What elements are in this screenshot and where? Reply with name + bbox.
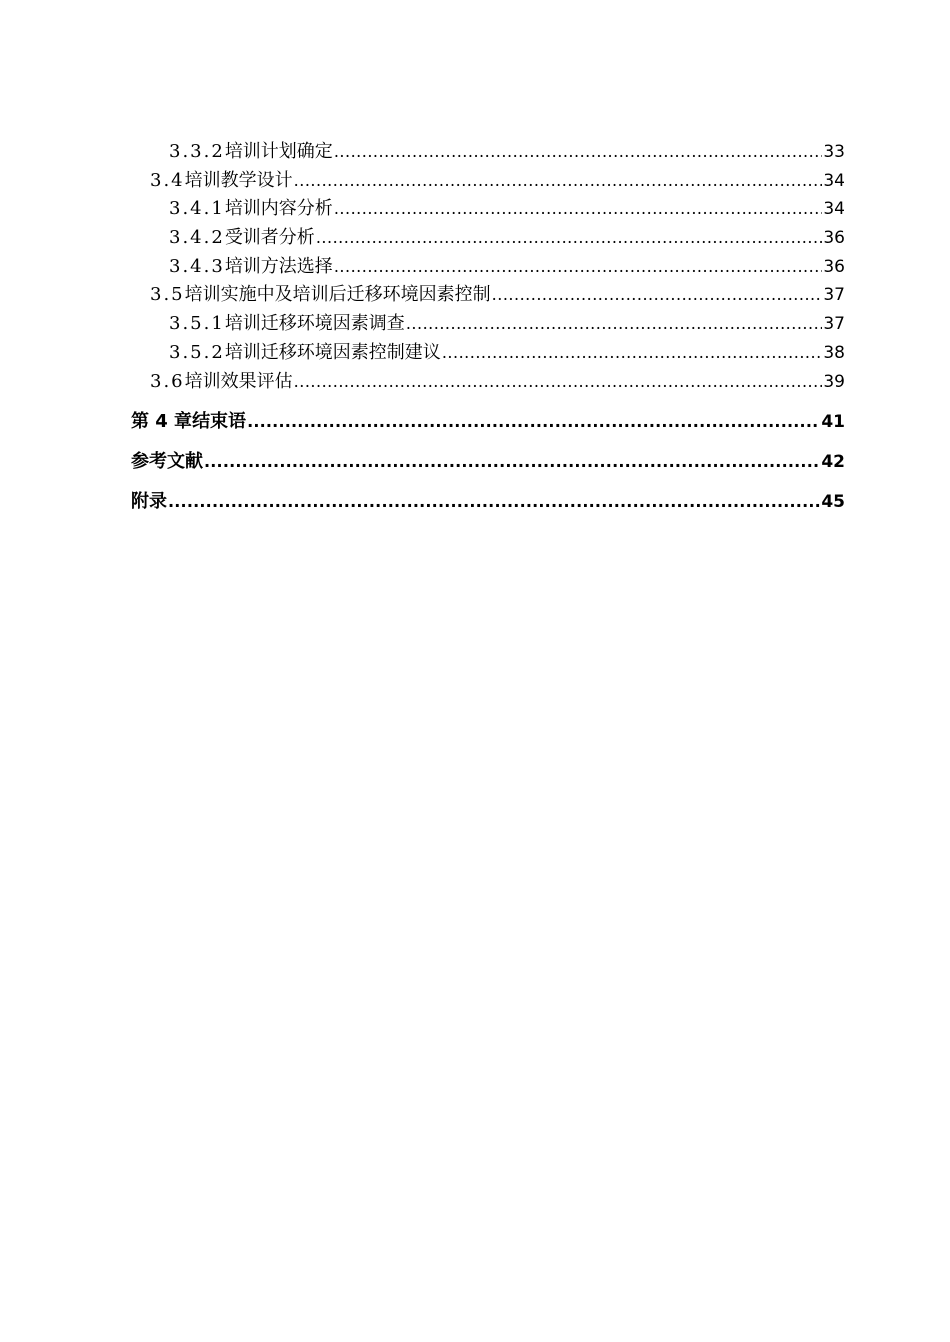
toc-entry-title: 参考文献 [131,451,203,473]
toc-entry-title: 培训实施中及培训后迁移环境因素控制 [184,284,491,306]
toc-entry-3-4-1[interactable] [131,195,845,224]
toc-entry-title: 培训迁移环境因素控制建议 [224,341,441,363]
toc-entry-title: 附录 [131,491,167,513]
toc-dot-leader [492,281,823,310]
toc-entry-number: 3.4.3 [169,255,225,277]
toc-dot-leader [334,253,823,282]
toc-entry-chapter-4[interactable] [131,402,845,442]
toc-entry-appendix[interactable] [131,482,845,522]
toc-entry-title: 培训教学设计 [184,169,293,191]
toc-entry-page: 41 [821,412,845,433]
toc-entry-title: 培训计划确定 [224,141,333,162]
toc-entry-references[interactable] [131,442,845,482]
toc-entry-3-6[interactable] [131,368,845,397]
toc-entry-page: 33 [823,142,845,162]
toc-dot-leader [334,138,823,167]
toc-entry-number: 3.5.2 [169,341,225,363]
toc-dot-leader [168,482,820,522]
toc-entry-number: 3.4.1 [169,198,225,220]
toc-entry-3-5[interactable] [131,281,845,310]
toc-entry-page: 34 [823,199,845,220]
toc-entry-page: 42 [821,452,845,473]
toc-entry-3-4-3[interactable] [131,253,845,282]
toc-entry-number: 3.5 [150,284,185,306]
toc-entry-title: 受训者分析 [224,227,315,249]
toc-entry-3-4[interactable] [131,167,845,196]
toc-entry-title: 培训迁移环境因素调查 [224,313,405,335]
toc-entry-title: 培训效果评估 [184,370,293,392]
toc-dot-leader [294,368,823,397]
toc-entry-number: 第 4 章 [131,411,193,433]
toc-dot-leader [442,339,823,368]
toc-entry-page: 39 [823,371,845,392]
toc-dot-leader [406,310,823,339]
toc-entry-3-5-2[interactable] [131,339,845,368]
toc-entry-title: 培训内容分析 [224,198,333,220]
toc-dot-leader [247,402,820,442]
toc-dot-leader [294,167,823,196]
toc-entry-page: 36 [823,256,845,277]
toc-entry-3-5-1[interactable] [131,310,845,339]
toc-entry-number: 3.4 [150,169,185,191]
toc-entry-number: 3.6 [150,370,185,392]
toc-entry-number: 3.4.2 [169,227,225,249]
table-of-contents [131,138,845,522]
toc-dot-leader [316,224,823,253]
toc-entry-number: 3.5.1 [169,313,225,335]
toc-entry-page: 37 [823,285,845,306]
toc-entry-3-3-2[interactable] [131,138,845,167]
toc-entry-page: 45 [821,492,845,513]
toc-entry-title: 培训方法选择 [224,255,333,277]
toc-dot-leader [204,442,820,482]
toc-entry-title: 结束语 [192,411,247,433]
toc-dot-leader [334,195,823,224]
toc-entry-page: 37 [823,314,845,335]
toc-entry-page: 36 [823,228,845,249]
toc-entry-3-4-2[interactable] [131,224,845,253]
toc-entry-page: 34 [823,170,845,191]
toc-entry-page: 38 [823,342,845,363]
toc-entry-number: 3.3.2 [169,141,225,162]
